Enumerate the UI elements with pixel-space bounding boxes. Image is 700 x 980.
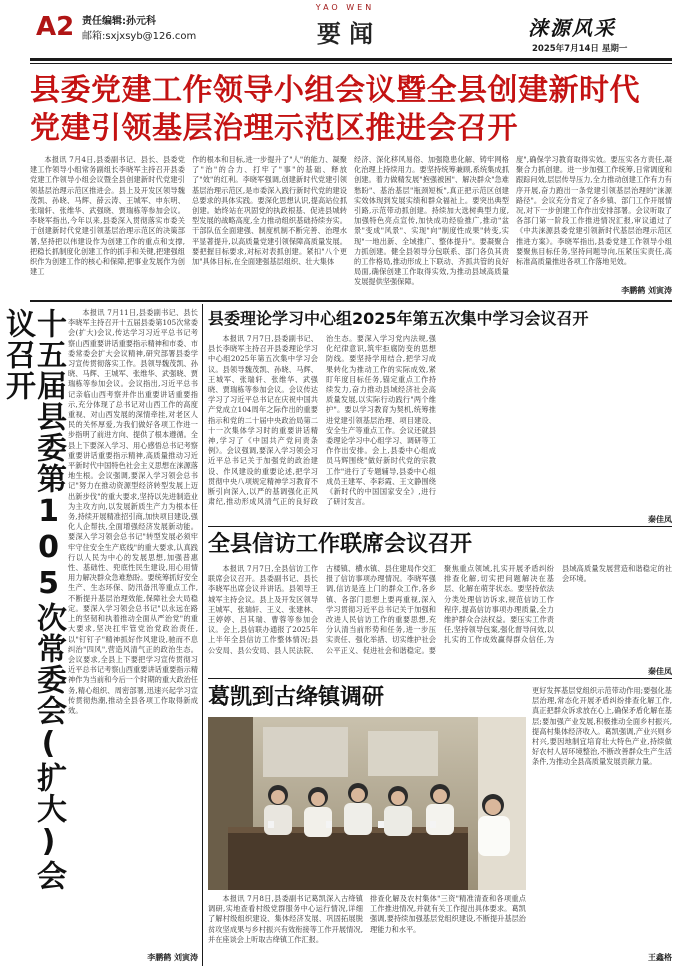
study-meeting-headline: 县委理论学习中心组2025年第五次集中学习会议召开 — [208, 309, 589, 328]
lead-article-col1-text: 本报讯 7月4日,县委副书记、县长、县委党建工作领导小组常务副组长李晓军主持召开县委党建工作领导小组会议暨全县创建新时代党建引领基层治理示范区推进会。县上及开发区领导魏茂凯、孙晓、马辉、薛云涛、王城军、申东明、张瑞轩、张维华、武强晓、贾瑞栋等参加会议。李晓军指出,今年以来,县委深入贯彻落实市委关于创建新时代党建引领基层治理示范区的决策部署,坚持把以伟建设作为创建工作的重点和支撑,把稳长抓制度化创建工作的抓手和关键,把建强组织作为创建工作的核心和保障,把事业发展作为创建工 — [30, 155, 185, 277]
petition-meeting-text: 本报讯 7月7日,全县信访工作联席会议召开。县委副书记、县长李晓军出席会议并讲话。县领导王城军主持会议。县上及开发区领导王城军、张瑞轩、王义、张建林、王婷婷、吕其瑞、曹蓉等参加会议。会上,县信联办通报了2025年上半年全县信访工作整体情况;县公安局、县公安局、县人民法院、古楼镇、横水镇、县住建局作交汇报了信访事项办理情况。李晓军强调,信访是连上门的群众工作,各乡镇、各部门思想上要再重视,深入学习贯彻习近平总书记关于加强和改进人民信访工作的重要思想,充分认清当前形势和任务,进一步压实责任、强化举措、切实维护社会公平正义、促进社会和谐稳定。要聚焦重点领域,扎实开展矛盾纠纷排查化解,切实把问题解决在基层、化解在萌芽状态。要坚持依法分类处理信访诉求,规范信访工作程序,提高信访事项办理质量,全力维护群众合法权益。要压实工作责任,坚持领导包案,强化督导问效,以扎实的工作成效赢得群众信任,为县域高质量发展营造和谐稳定的社会环境。 — [208, 564, 672, 655]
study-meeting-body — [208, 334, 672, 514]
petition-meeting-headline: 全县信访工作联席会议召开 — [208, 532, 473, 557]
lead-article-col4 — [516, 155, 672, 283]
divider-vertical — [202, 304, 203, 966]
news-photo — [208, 717, 526, 890]
masthead-rule-thin — [30, 63, 672, 64]
petition-meeting-byline: 秦佳凤 — [648, 667, 672, 676]
committee-article-byline: 李鹏鹤 刘寅涛 — [147, 953, 198, 962]
masthead-rule — [30, 58, 672, 61]
survey-headline: 葛凯到古绛镇调研 — [208, 685, 385, 710]
section-pinyin: YAO WEN — [315, 3, 375, 12]
divider-3 — [208, 678, 672, 679]
lead-headline-line2: 党建引领基层治理示范区推进会召开 — [30, 111, 518, 146]
committee-article-text: 本报讯 7月11日,县委副书记、县长李晓军主持召开十五届县委第105次常委会(扩大)会议,传达学习习近平总书记考察山西重要讲话重要指示精神和市委、市委常委会扩大会议精神,研究部署县委学习宣传贯彻落实工作。县领导魏茂凯、孙晓、马辉、王城军、张维华、武强晓、贾瑞栋等参加会议。会议指出,习近平总书记亲临山西考察并作出重要讲话重要指示,充分体现了总书记对山西工作的高度重视、对山西发展的深情牵挂,对老区人民的关怀厚爱,为我们做好各项工作进一步指明了前进方向、提供了根本遵循。全县上下要深入学习、用心感悟总书记考察重要讲话重要指示精神,高质量推动习近平新时代中国特色社会主义思想在涞源落地生根。会议强调,要深入学习领会总书记"努力在推动资源型经济转型发展上迈出新步伐"的重大要求,坚持以先进制造业为主攻方向,以发展新质生产力为根本任务,持续开展精准招引商,加快项目建设,强化人企帮扶,全面增强经济发展新动能。要深入学习领会总书记"转型发展必须牢牢守住安全生产底线"的重大要求,认真践行以人民为中心的发展思想,加强普惠性、基础性、兜底性民生建设,用心用情用力解决群众急难愁盼。要统筹抓好安全生产、生态环保、防汛备汛等重点工作,不断提升基层治理效能,保障社会大局稳定。要深入学习领会总书记"以永远在路上的坚韧和执着推动全面从严治党"的重大要求,坚决扛牢管党治党政治责任,以"钉钉子"精神抓好作风建设,驰而不息纠治"四风",营造风清气正的政治生态。会议要求,全县上下要把学习宣传贯彻习近平总书记考察山西重要讲话重要指示精神作为当前和今后一个时期的重大政治任务,精心组织、周密部署,迅速兴起学习宣传贯彻热潮,推动全县各项工作取得新成效。 — [68, 308, 198, 715]
survey-byline: 王鑫格 — [648, 953, 672, 962]
editor-label: 责任编辑:孙元科 — [82, 16, 156, 27]
survey-col-left-text: 本报讯 7月8日,县委副书记葛凯深入古绛镇调研,实地查看村级党群服务中心运行情况,详细了解村级组织建设、集体经济发展、巩固拓展脱贫攻坚成果与乡村振兴有效衔接等工作开展情况,并在座谈会上听取古绛镇工作汇报。 — [208, 894, 363, 944]
lead-headline-line1: 县委党建工作领导小组会议暨全县创建新时代 — [30, 73, 640, 108]
page-number: A2 — [36, 12, 75, 42]
study-meeting-byline: 秦佳凤 — [648, 515, 672, 524]
lead-article-col2-text: 作的根本和目标,进一步提升了"人"的能力、凝聚了"治"的合力、打牢了"事"的基础、释放了"效"的红利。李晓军强调,创建新时代党建引领基层治理示范区,是市委深入践行新时代党的建设总要求的具体实践。要深化思想认识,提高站位抓创建。始终站在巩固党的执政根基、促进县城转型发展的战略高度,全力推动组织基础持续夯实。干部队伍全面建强、制度机制不断完善、治理水平显著提升,以高质量党建引领保障高质量发展。要把握目标要求,对标对表抓创建。紧扣"八个更加"具体目标,在全面建强基层组织、壮大集体 — [192, 155, 347, 267]
lead-article-col2 — [192, 155, 347, 295]
meeting-photo-illustration — [208, 717, 526, 890]
survey-col-left — [208, 894, 363, 974]
survey-col-mid-text: 排查化解及农村集体"三资"精准清查和各项重点工作推进情况,并就有关工作提出具体要求。葛凯强调,要持续加强基层党组织建设,不断提升基层治理能力和水平。 — [370, 894, 526, 934]
lead-article-col3-text: 经济、深化移风易俗、加强隐患化解、铸牢网格化治理上持续用力。要坚持统筹兼顾,系统集成抓创建。着力做精发展"抱强被困"、解决群众"急难愁盼"、基治基层"瓶颈短板",真正把示范区创建实效体现到发展实绩和群众福祉上。要突出典型引路,示范带动抓创建。持续加大选树典型力度,加强特色亮点宣传,加快成功经验推广,推动"盆景"变成"风景"、实现"向"制度性成果"转变,实现"一地出新、全域推广、整体提升"。要凝聚合力抓创建。健全县领导分包联系、部门各负其责的工作格局,推动形成上下联动、齐抓共管的良好局面,确保创建工作取得实效,为推动县域高质量发展提供坚强保障。 — [354, 155, 509, 287]
lead-headline — [30, 72, 672, 148]
petition-meeting-body — [208, 564, 672, 664]
paper-name-logo: 涞源风采 — [528, 16, 616, 40]
section-title: 要 闻 — [316, 20, 374, 48]
survey-col-right — [532, 686, 672, 948]
committee-article — [68, 308, 198, 950]
divider-2 — [208, 526, 672, 527]
issue-date: 2025年7月14日 星期一 — [532, 44, 628, 54]
email-label: 邮箱:sxjxsyb@126.com — [82, 31, 197, 42]
lead-article-col4-text: 度",确保学习教育取得实效。要压实各方责任,凝聚合力抓创建。进一步加强工作统筹,日常调度和跟踪问效,层层传导压力,全力推动创建工作有力有序开展,奋力跑出一条党建引领基层治理的"涞源路径"。会议充分肯定了各乡镇、部门工作开展情况,对下一步创建工作作出安排部署。会议听取了各部门第一阶段工作推进情况汇报,审议通过了《中共涞源县委党建引领新时代基层治理示范区推进方案》。李晓军指出,县委党建工作领导小组要聚焦目标任务,坚持问题导向,压紧压实责任,高标准高质量推进各项工作落地见效。 — [516, 155, 672, 267]
masthead — [0, 0, 700, 68]
divider-1 — [30, 300, 672, 302]
lead-article-col1 — [30, 155, 185, 295]
survey-col-right-text: 更好发挥基层党组织示范带动作用;要强化基层治理,常态化开展矛盾纠纷排查化解工作,真正把群众诉求放在心上,确保矛盾化解在基层;要加强产业发展,积极推动全面乡村振兴,提高村集体经济收入。葛凯强调,产业兴则乡村兴,要因地制宜培育壮大特色产业,持续做好农村人居环境整治,不断改善群众生产生活条件,为推动全县高质量发展贡献力量。 — [532, 686, 672, 767]
vertical-headline — [0, 308, 66, 898]
lead-article-byline: 李鹏鹤 刘寅涛 — [621, 286, 672, 295]
vertical-headline-text: 十五届县委第105次常委会(扩大)会议召开 — [0, 308, 66, 891]
study-meeting-text: 本报讯 7月7日,县委副书记、县长李晓军主持召开县委理论学习中心组2025年第五次集中学习会议。县领导魏茂凯、孙晓、马辉、王城军、张瑞轩、张维华、武强晓、贾瑞栋等参加会议。会议传达学习了习近平总书记在庆祝中国共产党成立104周年之际作出的重要指示和党的二十届中央政治局第二十一次集体学习时的重要讲话精神,学习了《中国共产党问责条例》。会议强调,要深入学习领会习近平总书记关于加强党的政治建设、作风建设的重要论述,把学习贯彻中央八项规定精神学习教育不断引向深入,以严的基调强化正风肃纪,推动形成风清气正的良好政治生态。要深入学习党内法规,强化纪律意识,筑牢拒腐防变的思想防线。要坚持学用结合,把学习成果转化为推动工作的实际成效,紧盯年度目标任务,锚定重点工作持续发力,奋力推动县域经济社会高质量发展,以实际行动践行"两个维护"。要以学习教育为契机,统筹推进党建引领基层治理、项目建设、安全生产等重点工作。会议还就县委理论学习中心组学习、调研等工作作出安排。会上,县委中心组成员马辉围绕"做好新时代党的宗教工作"进行了专题辅导,县委中心组成员王建军、李彩霞、王文静围绕《新时代的中国国家安全》,进行了研讨发言。 — [208, 334, 436, 507]
lead-article-col3 — [354, 155, 509, 295]
survey-col-mid — [370, 894, 526, 974]
